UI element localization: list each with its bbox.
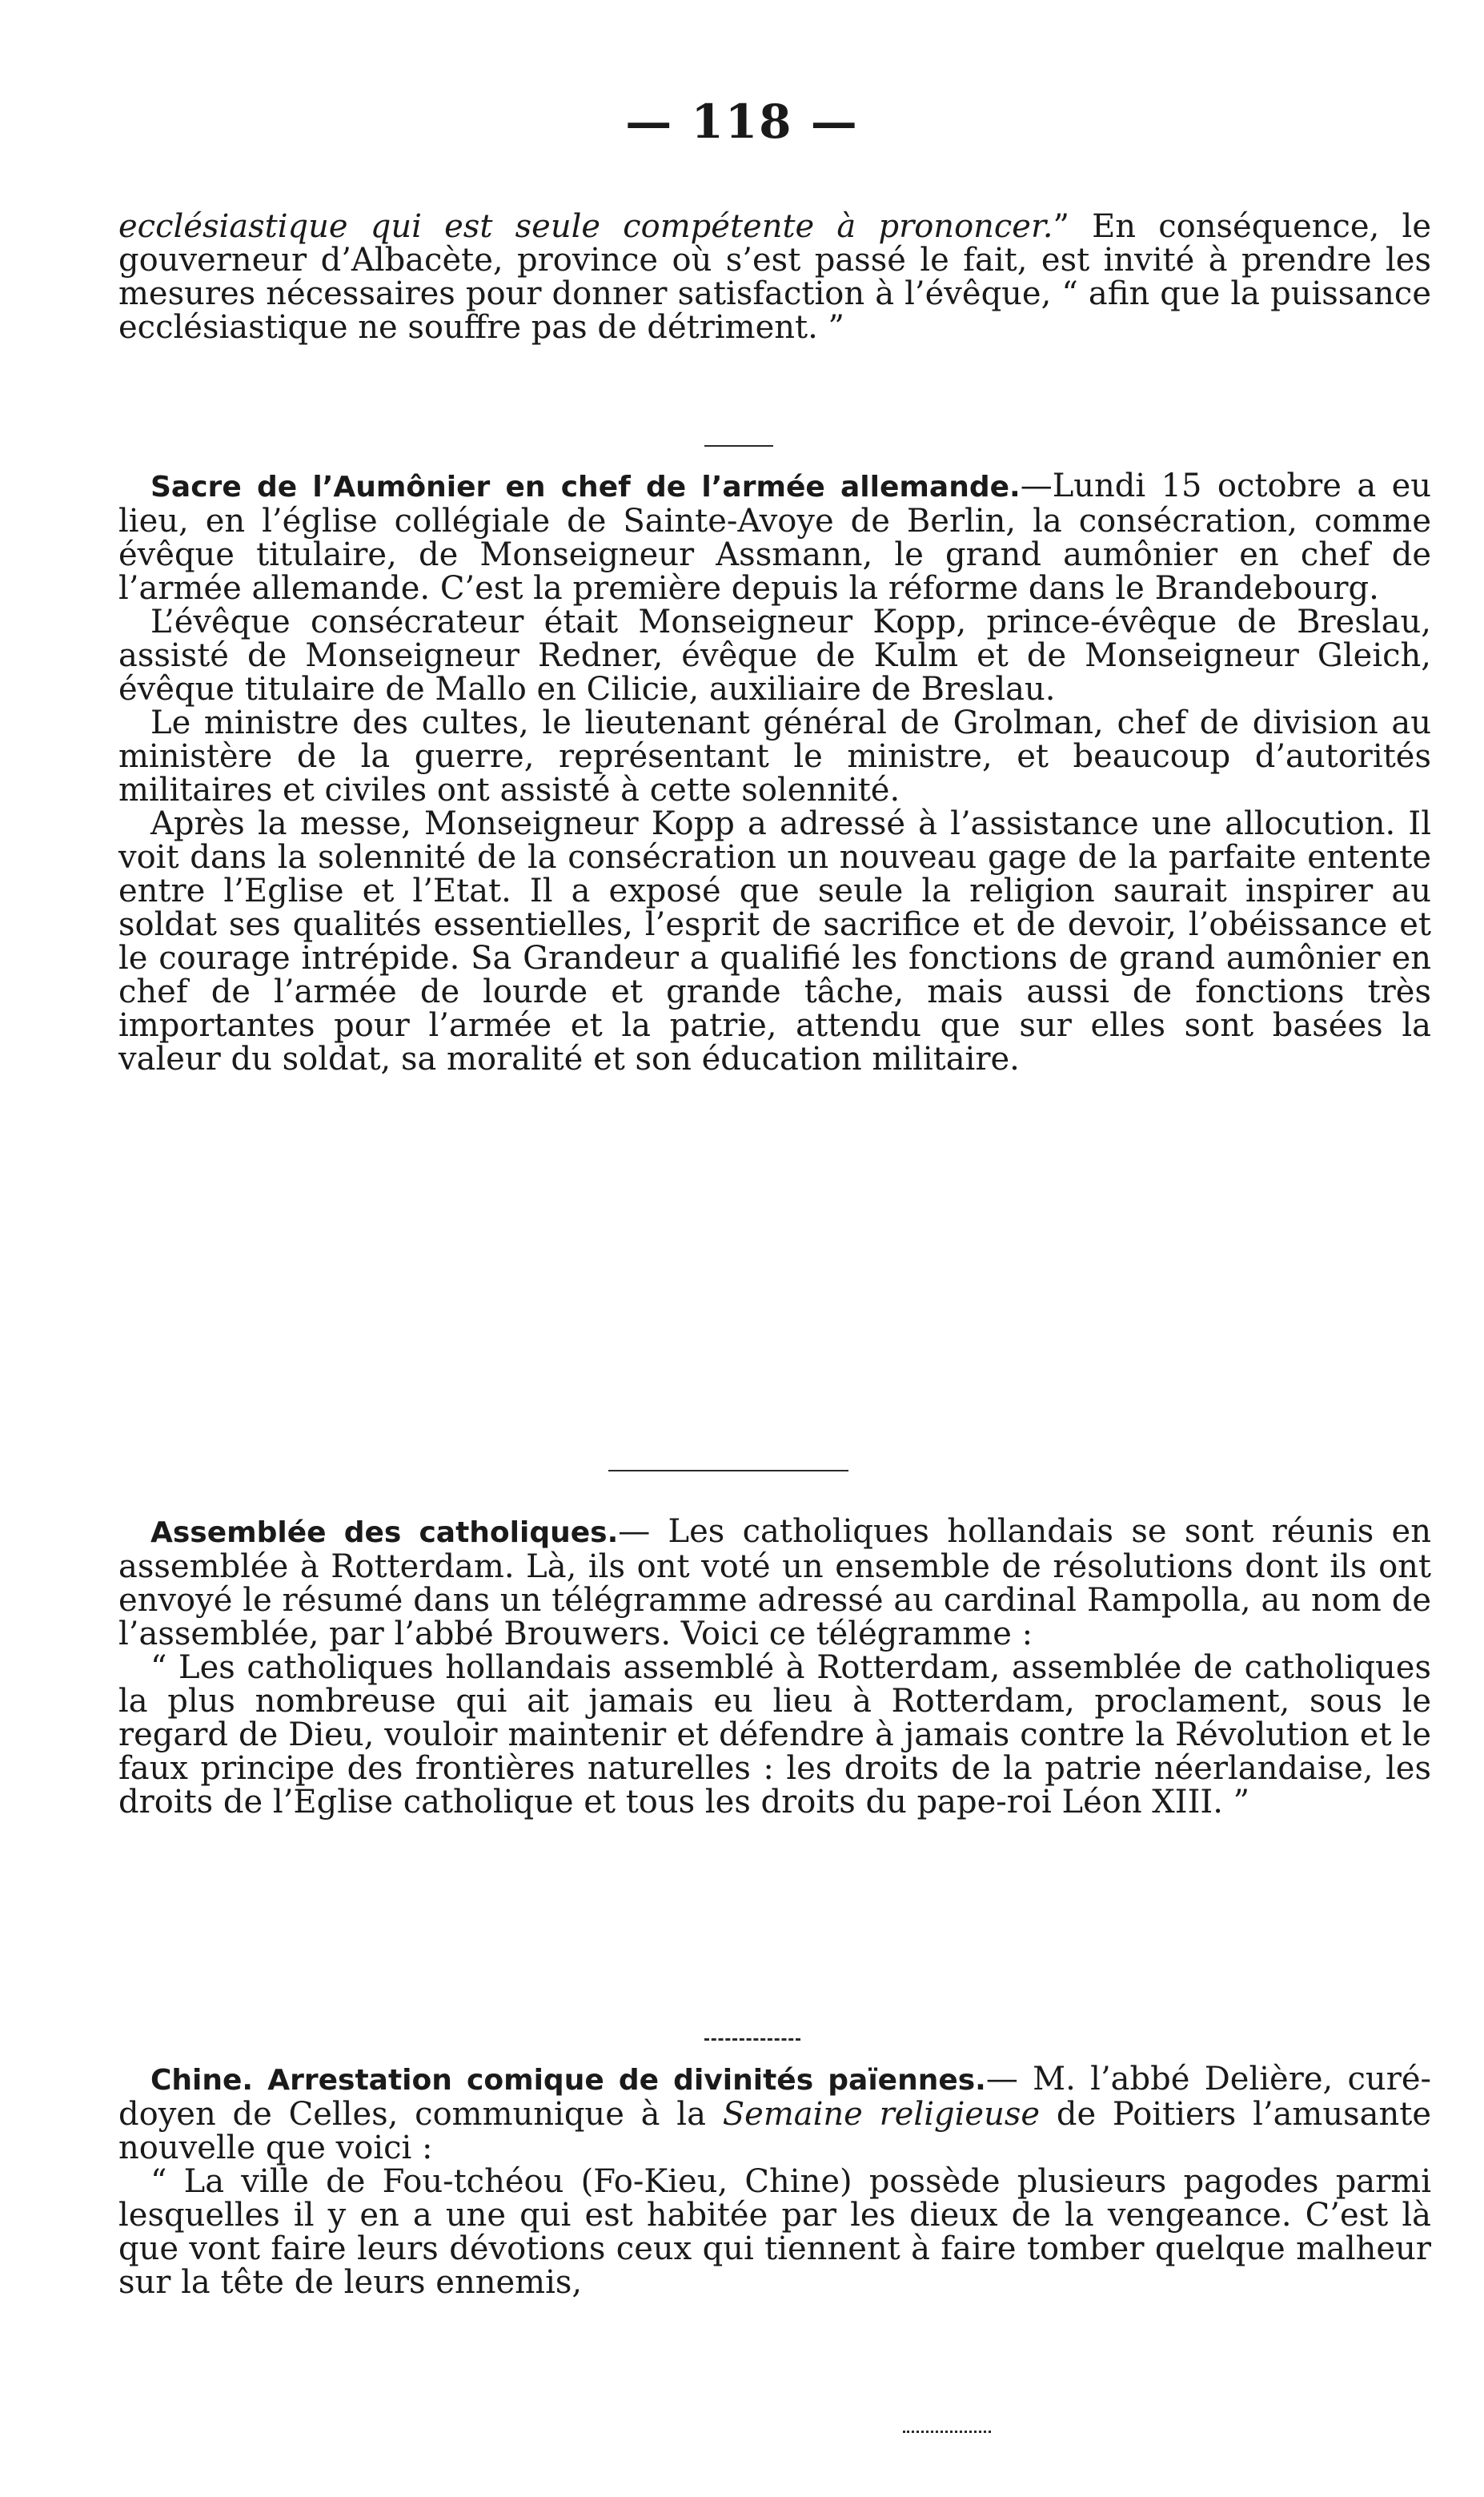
section-assemblee-p1-text: — Les catholiques hollandais se sont réunis en assemblée à Rotterdam. Là, ils ont voté un ensemble de résolutions dont ils ont envoyé le résumé dans un télégramme adressé au cardinal Rampolla, au nom de l’assemblée, par l’abbé Brouwers. Voici ce télégramme : bbox=[118, 1513, 1431, 1652]
section-assemblee-p1 bbox=[118, 1515, 1431, 1651]
section-chine bbox=[118, 2062, 1431, 2299]
intro-block bbox=[118, 210, 1431, 344]
section-chine-p1-italic: Semaine religieuse bbox=[722, 2096, 1041, 2133]
section-chine-p1 bbox=[118, 2062, 1431, 2165]
section-assemblee bbox=[118, 1515, 1431, 1819]
section-assemblee-heading: Assemblée des catholiques. bbox=[150, 1516, 619, 1549]
section-aumonier-p2: L’évêque consécrateur était Monseigneur Kopp, prince-évêque de Breslau, assisté de Monseigneur Redner, évêque de Kulm et de Monseigneur Gleich, évêque titulaire de Mallo en Cilicie, auxiliaire de Breslau. bbox=[118, 604, 1431, 708]
intro-rest: ” En conséquence, le gouverneur d’Albacète, province où s’est passé le fait, est invité à prendre les mesures nécessaires pour donner satisfaction à l’évêque, “ afin que la puissance ecclésiastique ne souffre pas de détriment. ” bbox=[118, 208, 1431, 346]
section-chine-p1-before: — M. l’abbé Delière, curé-doyen de Celles, communique à la bbox=[118, 2061, 1432, 2133]
section-chine-p1-after: de Poitiers l’amusante nouvelle que voici : bbox=[118, 2096, 1432, 2166]
section-aumonier-p1-text: —Lundi 15 octobre a eu lieu, en l’église collégiale de Sainte-Avoye de Berlin, la consécration, comme évêque titulaire, de Monseigneur Assmann, le grand aumônier en chef de l’armée allemande. C’est la première depuis la réforme dans le Brandebourg. bbox=[118, 468, 1432, 607]
section-chine-p2: “ La ville de Fou-tchéou (Fo-Kieu, Chine) possède plusieurs pagodes parmi lesquelles il y en a une qui est habitée par les dieux de la vengeance. C’est là que vont faire leurs dévotions ceux qui tiennent à faire tomber quelque malheur sur la tête de leurs ennemis, bbox=[118, 2163, 1431, 2301]
separator-2 bbox=[608, 1470, 848, 1471]
section-aumonier-p4: Après la messe, Monseigneur Kopp a adressé à l’assistance une allocution. Il voit dans la solennité de la consécration un nouveau gage de la parfaite entente entre l’Eglise et l’Etat. Il a exposé que seule la religion saurait inspirer au soldat ses qualités essentielles, l’esprit de sacrifice et de devoir, l’obéissance et le courage intrépide. Sa Grandeur a qualifié les fonctions de grand aumônier en chef de l’armée de lourde et grande tâche, mais aussi de fonctions très importantes pour l’armée et la patrie, attendu que sur elles sont basées la valeur du soldat, sa moralité et son éducation militaire. bbox=[118, 805, 1431, 1078]
section-chine-heading: Chine. Arrestation comique de divinités païennes. bbox=[150, 2064, 986, 2097]
page-number: — 118 — bbox=[625, 94, 859, 149]
section-aumonier-p1 bbox=[118, 469, 1431, 605]
section-aumonier-p3: Le ministre des cultes, le lieutenant général de Grolman, chef de division au ministère de la guerre, représentant le ministre, et beaucoup d’autorités militaires et civiles ont assisté à cette solennité. bbox=[118, 705, 1431, 809]
section-assemblee-p2: “ Les catholiques hollandais assemblé à Rotterdam, assemblée de catholiques la plus nombreuse qui ait jamais eu lieu à Rotterdam, proclament, sous le regard de Dieu, vouloir maintenir et défendre à jamais contre la Révolution et le faux principe des frontières naturelles : les droits de la patrie néerlandaise, les droits de l’Eglise catholique et tous les droits du pape-roi Léon XIII. ” bbox=[118, 1649, 1431, 1821]
section-aumonier-heading: Sacre de l’Aumônier en chef de l’armée allemande. bbox=[150, 471, 1021, 504]
separator-1 bbox=[704, 445, 773, 447]
section-aumonier bbox=[118, 469, 1431, 1076]
footer-mark bbox=[903, 2431, 991, 2433]
separator-3 bbox=[704, 2038, 800, 2041]
intro-italic: ecclésiastique qui est seule compétente à prononcer. bbox=[118, 208, 1053, 245]
intro-paragraph bbox=[118, 210, 1431, 344]
